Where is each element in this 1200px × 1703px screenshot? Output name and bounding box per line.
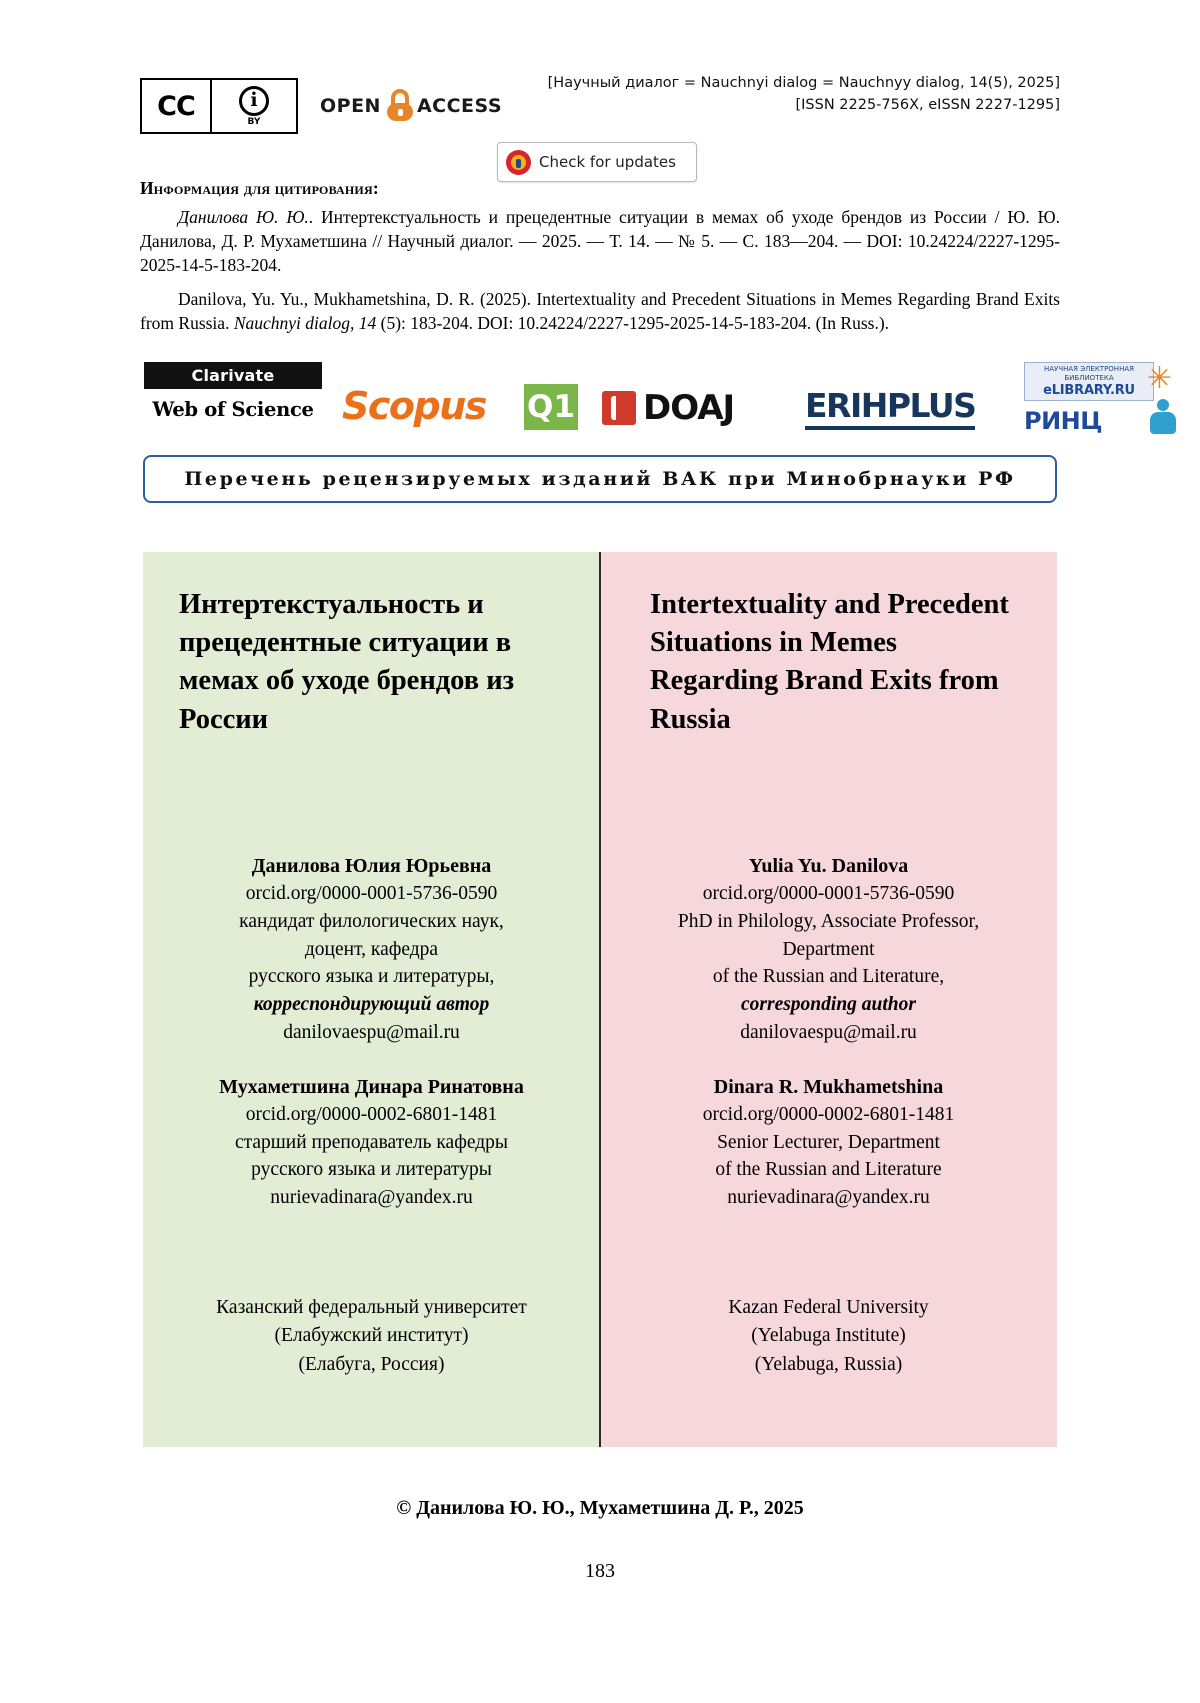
citation-en-text-2: (5): 183-204. DOI: 10.24224/2227-1295-2025-14-5-183-204. (In Russ.). bbox=[376, 312, 890, 333]
authors-en bbox=[600, 852, 1057, 1238]
citation-english bbox=[140, 287, 1060, 335]
institution-line: (Yelabuga, Russia) bbox=[754, 1353, 903, 1375]
elibrary-logo bbox=[1024, 362, 1172, 435]
author-email[interactable]: danilovaespu@mail.ru bbox=[283, 1021, 460, 1043]
author-email[interactable]: danilovaespu@mail.ru bbox=[740, 1021, 917, 1043]
journal-issn-line: [ISSN 2225-756X, eISSN 2227-1295] bbox=[795, 97, 1060, 114]
citation-en-text-1: Danilova, Yu. Yu., Mukhametshina, D. R. (2025). Intertextuality and Precedent Situations in Memes Regarding Brand Exits from Russia. bbox=[140, 288, 1060, 333]
vak-list-label: Перечень рецензируемых изданий ВАК при Минобрнауки РФ bbox=[184, 468, 1016, 490]
clarivate-label: Clarivate bbox=[144, 362, 322, 389]
open-access-access-label: ACCESS bbox=[416, 95, 503, 117]
erihplus-logo: ERIHPLUS bbox=[805, 386, 975, 430]
page-number: 183 bbox=[585, 1560, 615, 1582]
page-header bbox=[140, 72, 1060, 136]
author-affiliation-line: of the Russian and Literature bbox=[715, 1159, 942, 1181]
author-entry bbox=[620, 852, 1037, 1047]
author-entry bbox=[163, 1073, 580, 1212]
author-entry bbox=[163, 852, 580, 1047]
panel-russian bbox=[143, 552, 600, 1447]
rinc-label: РИНЦ bbox=[1024, 406, 1103, 435]
author-entry bbox=[620, 1073, 1037, 1212]
author-affiliation-line: старший преподаватель кафедры bbox=[234, 1131, 509, 1153]
crossmark-icon bbox=[506, 150, 531, 175]
check-for-updates-label: Check for updates bbox=[539, 153, 676, 171]
citation-en-journal: Nauchnyi dialog, 14 bbox=[233, 312, 377, 333]
author-name: Yulia Yu. Danilova bbox=[748, 855, 909, 877]
author-orcid[interactable]: orcid.org/0000-0002-6801-1481 bbox=[702, 1103, 955, 1125]
journal-reference bbox=[548, 72, 1060, 117]
institution-line: (Елабуга, Россия) bbox=[298, 1353, 445, 1375]
citation-block bbox=[140, 176, 1060, 337]
title-authors-panels bbox=[143, 552, 1057, 1447]
author-affiliation-line: кандидат филологических наук, bbox=[239, 911, 504, 933]
doaj-label: DOAJ bbox=[643, 388, 735, 428]
author-email[interactable]: nurievadinara@yandex.ru bbox=[727, 1186, 930, 1208]
institution-line: (Елабужский институт) bbox=[274, 1325, 469, 1347]
quartile-badge: Q1 bbox=[524, 384, 578, 430]
institution-line: Kazan Federal University bbox=[728, 1297, 929, 1319]
author-email[interactable]: nurievadinara@yandex.ru bbox=[270, 1186, 473, 1208]
author-affiliation-line: русского языка и литературы, bbox=[248, 966, 495, 988]
citation-ru-text: . Интертекстуальность и прецедентные ситуации в мемах об уходе брендов из России / Ю. Ю. Данилова, Д. Р. Мухаметшина // Научный диалог. — 2025. — Т. 14. — № 5. — С. 183—204. — DOI: 10.24224/2227-1295-2025-14-5-183-204. bbox=[140, 207, 1060, 276]
clarivate-logo bbox=[144, 362, 322, 421]
cc-by-person-icon: i bbox=[239, 86, 269, 116]
indexing-logos bbox=[140, 362, 1172, 440]
author-orcid[interactable]: orcid.org/0000-0002-6801-1481 bbox=[245, 1103, 498, 1125]
citation-ru-author: Данилова Ю. Ю. bbox=[178, 207, 309, 228]
institution-ru bbox=[143, 1294, 600, 1379]
creative-commons-icon bbox=[140, 78, 298, 134]
citation-heading: Информация для цитирования: bbox=[140, 178, 379, 198]
open-access-badges bbox=[140, 78, 502, 134]
open-lock-icon bbox=[387, 89, 413, 123]
author-affiliation-line: PhD in Philology, Associate Professor, bbox=[677, 911, 980, 933]
author-orcid[interactable]: orcid.org/0000-0001-5736-0590 bbox=[702, 883, 955, 905]
institution-line: (Yelabuga Institute) bbox=[751, 1325, 906, 1347]
author-affiliation-line: Senior Lecturer, Department bbox=[717, 1131, 940, 1153]
author-name: Dinara R. Mukhametshina bbox=[713, 1075, 944, 1098]
citation-russian bbox=[140, 205, 1060, 277]
star-icon: ✳ bbox=[1146, 362, 1172, 395]
authors-ru bbox=[143, 852, 600, 1238]
institution-line: Казанский федеральный университет bbox=[216, 1297, 527, 1319]
author-affiliation-line: of the Russian and Literature, bbox=[712, 966, 945, 988]
journal-title-line: [Научный диалог = Nauchnyi dialog = Nauchnyy dialog, 14(5), 2025] bbox=[547, 75, 1060, 91]
page-title-en: Intertextuality and Precedent Situations in Memes Regarding Brand Exits from Russia bbox=[650, 589, 1009, 735]
doaj-logo bbox=[602, 388, 734, 428]
author-role: корреспондирующий автор bbox=[253, 994, 490, 1016]
author-name: Данилова Юлия Юрьевна bbox=[251, 855, 492, 877]
cc-label: CC bbox=[142, 80, 212, 132]
open-access-open-label: OPEN bbox=[320, 95, 381, 117]
page-title-ru: Интертекстуальность и прецедентные ситуации в мемах об уходе брендов из России bbox=[179, 589, 515, 735]
author-role: corresponding author bbox=[740, 994, 916, 1016]
author-affiliation-line: доцент, кафедра bbox=[304, 938, 439, 960]
author-affiliation-line: русского языка и литературы bbox=[251, 1159, 492, 1181]
institution-en bbox=[600, 1294, 1057, 1379]
panel-english bbox=[600, 552, 1057, 1447]
scopus-logo: Scopus bbox=[342, 384, 486, 428]
web-of-science-label: Web of Science bbox=[152, 398, 314, 421]
author-name: Мухаметшина Динара Ринатовна bbox=[219, 1075, 524, 1098]
elibrary-title: eLIBRARY.RU bbox=[1043, 382, 1135, 398]
elibrary-subtitle: НАУЧНАЯ ЭЛЕКТРОННАЯ БИБЛИОТЕКА bbox=[1044, 365, 1134, 382]
cc-by-label: BY bbox=[247, 116, 261, 127]
open-access-logo bbox=[320, 89, 502, 123]
person-icon bbox=[1150, 399, 1176, 435]
author-affiliation-line: Department bbox=[782, 938, 875, 960]
vak-list-banner bbox=[143, 455, 1057, 503]
panel-divider bbox=[599, 552, 601, 1447]
copyright-line: © Данилова Ю. Ю., Мухаметшина Д. Р., 2025 bbox=[396, 1497, 804, 1519]
author-orcid[interactable]: orcid.org/0000-0001-5736-0590 bbox=[245, 883, 498, 905]
doaj-mark-icon bbox=[602, 391, 636, 425]
